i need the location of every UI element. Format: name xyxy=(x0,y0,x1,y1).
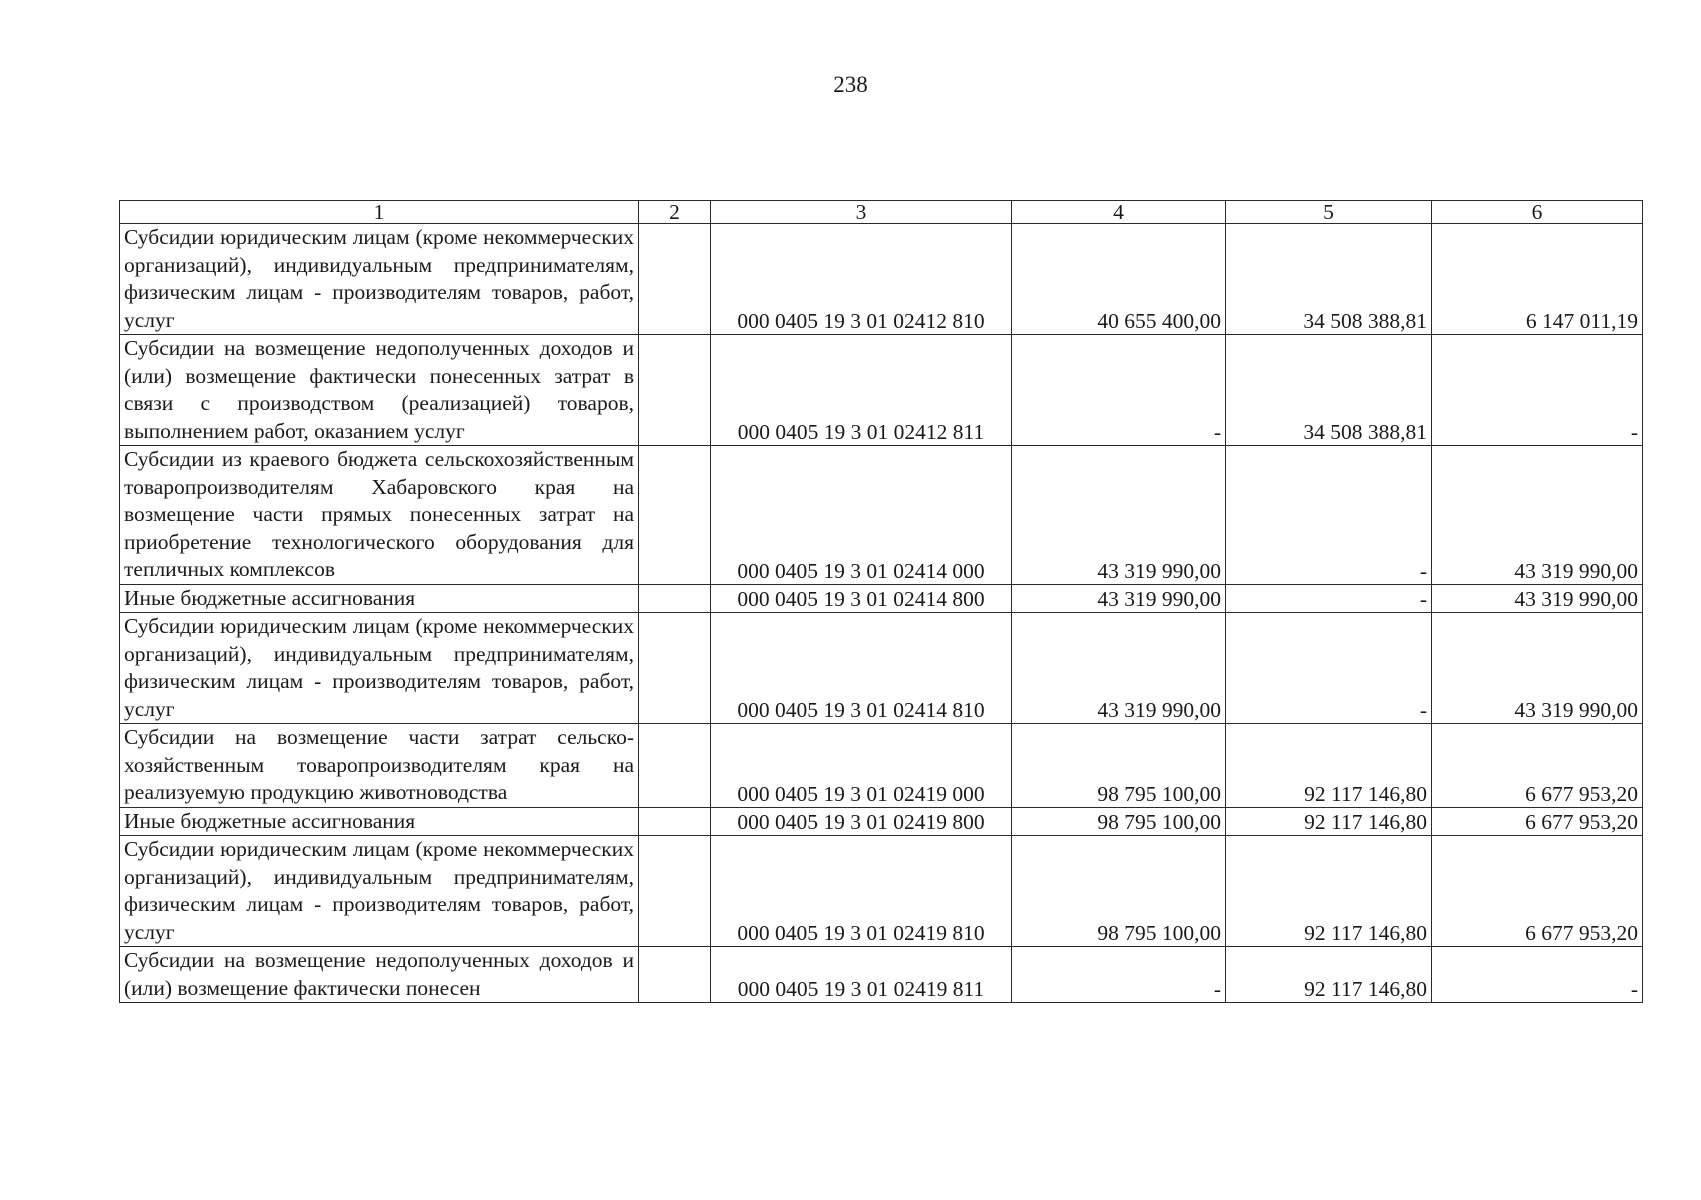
row-name: Субсидии юридическим лицам (кроме некоммерческих организаций), индивидуальным предпринимателям, физическим лицам - производителям товаров, работ, услуг xyxy=(120,224,639,335)
row-amount-5: 92 117 146,80 xyxy=(1226,947,1432,1003)
row-amount-6: 6 147 011,19 xyxy=(1432,224,1643,335)
row-col2 xyxy=(639,836,711,947)
table-row xyxy=(120,807,1643,836)
row-col2 xyxy=(639,224,711,335)
row-amount-5: 34 508 388,81 xyxy=(1226,335,1432,446)
row-amount-5: 92 117 146,80 xyxy=(1226,836,1432,947)
row-col2 xyxy=(639,807,711,836)
header-row xyxy=(120,201,1643,224)
row-name: Субсидии на возмещение недополученных доходов и (или) возмещение фактически понесенных затрат в связи с производством (реализацией) товаров, выполнением работ, оказанием услуг xyxy=(120,335,639,446)
table-row xyxy=(120,335,1643,446)
table-row xyxy=(120,947,1643,1003)
row-name: Субсидии на возмещение части затрат сельскохозяйственным товаропроизводителям края на реализуемую продукцию животноводства xyxy=(120,724,639,808)
row-amount-6: 6 677 953,20 xyxy=(1432,807,1643,836)
row-name: Субсидии на возмещение недополученных доходов и (или) возмещение фактически понесен xyxy=(120,947,639,1003)
column-header-6: 6 xyxy=(1432,201,1643,224)
column-header-2: 2 xyxy=(639,201,711,224)
column-header-4: 4 xyxy=(1012,201,1226,224)
column-header-5: 5 xyxy=(1226,201,1432,224)
budget-table xyxy=(119,200,1643,1003)
row-amount-6: - xyxy=(1432,947,1643,1003)
table-row xyxy=(120,724,1643,808)
row-name: Субсидии юридическим лицам (кроме некоммерческих организаций), индивидуальным предпринимателям, физическим лицам - производителям товаров, работ, услуг xyxy=(120,613,639,724)
table-row xyxy=(120,446,1643,585)
row-code: 000 0405 19 3 01 02419 800 xyxy=(711,807,1012,836)
row-amount-4: 98 795 100,00 xyxy=(1012,836,1226,947)
row-name: Субсидии из краевого бюджета сельскохозяйственным товаропроизводителям Хабаровского края на возмещение части прямых понесенных затрат на приобретение технологического оборудования для тепличных комплексов xyxy=(120,446,639,585)
row-amount-6: - xyxy=(1432,335,1643,446)
row-amount-4: 98 795 100,00 xyxy=(1012,724,1226,808)
row-code: 000 0405 19 3 01 02419 810 xyxy=(711,836,1012,947)
row-code: 000 0405 19 3 01 02412 810 xyxy=(711,224,1012,335)
row-col2 xyxy=(639,584,711,613)
table-row xyxy=(120,613,1643,724)
row-name: Иные бюджетные ассигнования xyxy=(120,807,639,836)
row-code: 000 0405 19 3 01 02414 000 xyxy=(711,446,1012,585)
row-amount-5: 34 508 388,81 xyxy=(1226,224,1432,335)
table-row xyxy=(120,584,1643,613)
row-code: 000 0405 19 3 01 02414 800 xyxy=(711,584,1012,613)
row-amount-5: 92 117 146,80 xyxy=(1226,807,1432,836)
row-col2 xyxy=(639,335,711,446)
row-amount-6: 6 677 953,20 xyxy=(1432,724,1643,808)
row-code: 000 0405 19 3 01 02419 811 xyxy=(711,947,1012,1003)
row-col2 xyxy=(639,724,711,808)
column-header-1: 1 xyxy=(120,201,639,224)
row-name: Иные бюджетные ассигнования xyxy=(120,584,639,613)
row-col2 xyxy=(639,947,711,1003)
table-row xyxy=(120,224,1643,335)
row-name: Субсидии юридическим лицам (кроме некоммерческих организаций), индивидуальным предпринимателям, физическим лицам - производителям товаров, работ, услуг xyxy=(120,836,639,947)
row-amount-4: - xyxy=(1012,335,1226,446)
row-amount-6: 6 677 953,20 xyxy=(1432,836,1643,947)
row-amount-4: 43 319 990,00 xyxy=(1012,613,1226,724)
row-code: 000 0405 19 3 01 02412 811 xyxy=(711,335,1012,446)
row-amount-4: 43 319 990,00 xyxy=(1012,446,1226,585)
page-number: 238 xyxy=(833,72,868,97)
row-amount-4: 98 795 100,00 xyxy=(1012,807,1226,836)
row-col2 xyxy=(639,613,711,724)
row-amount-6: 43 319 990,00 xyxy=(1432,446,1643,585)
row-amount-5: - xyxy=(1226,584,1432,613)
row-amount-5: - xyxy=(1226,613,1432,724)
table-row xyxy=(120,836,1643,947)
row-code: 000 0405 19 3 01 02414 810 xyxy=(711,613,1012,724)
row-amount-4: - xyxy=(1012,947,1226,1003)
row-amount-5: 92 117 146,80 xyxy=(1226,724,1432,808)
row-col2 xyxy=(639,446,711,585)
row-amount-5: - xyxy=(1226,446,1432,585)
row-amount-6: 43 319 990,00 xyxy=(1432,584,1643,613)
column-header-3: 3 xyxy=(711,201,1012,224)
row-amount-4: 43 319 990,00 xyxy=(1012,584,1226,613)
row-code: 000 0405 19 3 01 02419 000 xyxy=(711,724,1012,808)
row-amount-4: 40 655 400,00 xyxy=(1012,224,1226,335)
row-amount-6: 43 319 990,00 xyxy=(1432,613,1643,724)
